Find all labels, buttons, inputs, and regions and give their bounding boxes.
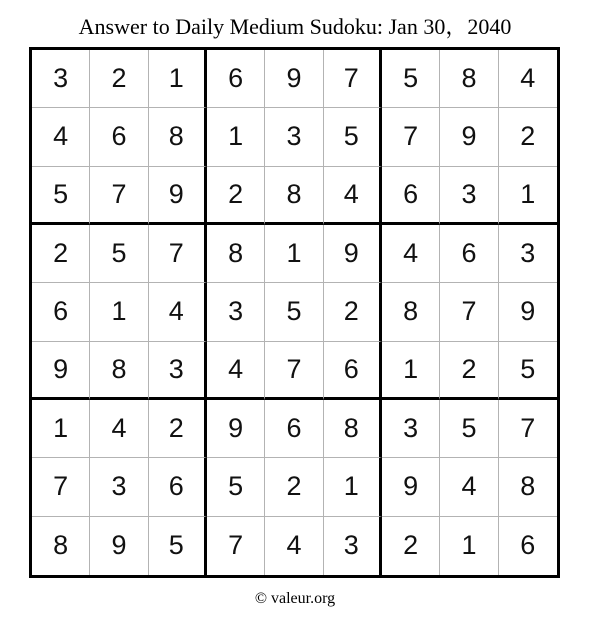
sudoku-cell: 2 [149,400,207,458]
copyright-credit: © valeur.org [254,590,336,607]
sudoku-cell: 8 [440,50,498,108]
sudoku-cell: 1 [32,400,90,458]
sudoku-cell: 3 [90,458,148,516]
sudoku-cell: 7 [149,225,207,283]
sudoku-cell: 4 [207,342,265,400]
sudoku-cell: 5 [382,50,440,108]
sudoku-cell: 9 [149,167,207,225]
sudoku-cell: 9 [440,108,498,166]
sudoku-cell: 6 [520,530,536,561]
sudoku-cell: 1 [265,225,323,283]
sudoku-cell: 5 [440,400,498,458]
sudoku-cell: 9 [499,283,557,341]
sudoku-cell: 9 [324,225,382,283]
sudoku-cell: 1 [149,50,207,108]
sudoku-cell: 7 [440,283,498,341]
sudoku-cell: 8 [32,517,90,575]
sudoku-cell: 2 [207,167,265,225]
sudoku-cell: 2 [32,225,90,283]
sudoku-cell: 6 [149,458,207,516]
sudoku-cell: 4 [499,50,557,108]
sudoku-cell: 7 [382,108,440,166]
sudoku-cell: 3 [499,225,557,283]
sudoku-cell: 3 [265,108,323,166]
sudoku-cell: 9 [32,342,90,400]
sudoku-cell: 3 [207,283,265,341]
sudoku-cell: 7 [90,167,148,225]
sudoku-cell: 4 [265,517,323,575]
sudoku-cell: 6 [207,50,265,108]
sudoku-cell: 7 [32,458,90,516]
sudoku-cell: 3 [149,342,207,400]
sudoku-cell: 4 [382,225,440,283]
sudoku-cell: 6 [324,342,382,400]
sudoku-cell: 5 [265,283,323,341]
sudoku-cell: 2 [440,342,498,400]
sudoku-cell: 2 [265,458,323,516]
sudoku-cell: 9 [207,400,265,458]
sudoku-cell: 1 [207,108,265,166]
sudoku-cell: 6 [382,167,440,225]
sudoku-cell: 7 [324,50,382,108]
sudoku-cell: 4 [32,108,90,166]
sudoku-cell: 9 [382,458,440,516]
sudoku-cell: 3 [440,167,498,225]
sudoku-cell: 7 [265,342,323,400]
sudoku-cell: 6 [440,225,498,283]
sudoku-cell: 3 [32,50,90,108]
sudoku-cell: 8 [265,167,323,225]
sudoku-cell: 4 [440,458,498,516]
sudoku-cell: 8 [149,108,207,166]
sudoku-cell: 4 [149,283,207,341]
page-title: Answer to Daily Medium Sudoku: Jan 30，2040 [78,14,512,39]
sudoku-cell: 1 [440,517,498,575]
sudoku-cell: 8 [90,342,148,400]
sudoku-cell: 8 [499,458,557,516]
sudoku-cell: 5 [32,167,90,225]
sudoku-board [29,47,560,578]
sudoku-cell: 6 [32,283,90,341]
sudoku-cell: 7 [499,400,557,458]
sudoku-cell: 7 [207,517,265,575]
sudoku-cell: 5 [499,342,557,400]
sudoku-cell: 1 [324,458,382,516]
sudoku-cell: 6 [90,108,148,166]
sudoku-cell: 5 [90,225,148,283]
sudoku-cell: 9 [265,50,323,108]
sudoku-cell: 1 [499,167,557,225]
sudoku-cell: 1 [90,283,148,341]
sudoku-cell: 2 [499,108,557,166]
sudoku-cell: 8 [324,400,382,458]
sudoku-cell: 8 [207,225,265,283]
sudoku-cell: 5 [149,517,207,575]
sudoku-cell: 6 [265,400,323,458]
sudoku-cell: 8 [382,283,440,341]
sudoku-cell: 5 [324,108,382,166]
sudoku-cell: 4 [90,400,148,458]
sudoku-cell: 1 [382,342,440,400]
sudoku-cell: 3 [382,400,440,458]
sudoku-cell: 5 [207,458,265,516]
sudoku-cell: 9 [90,517,148,575]
sudoku-cell: 2 [90,50,148,108]
sudoku-cell: 2 [324,283,382,341]
sudoku-cell: 2 [382,517,440,575]
sudoku-cell: 3 [324,517,382,575]
sudoku-cell: 4 [324,167,382,225]
